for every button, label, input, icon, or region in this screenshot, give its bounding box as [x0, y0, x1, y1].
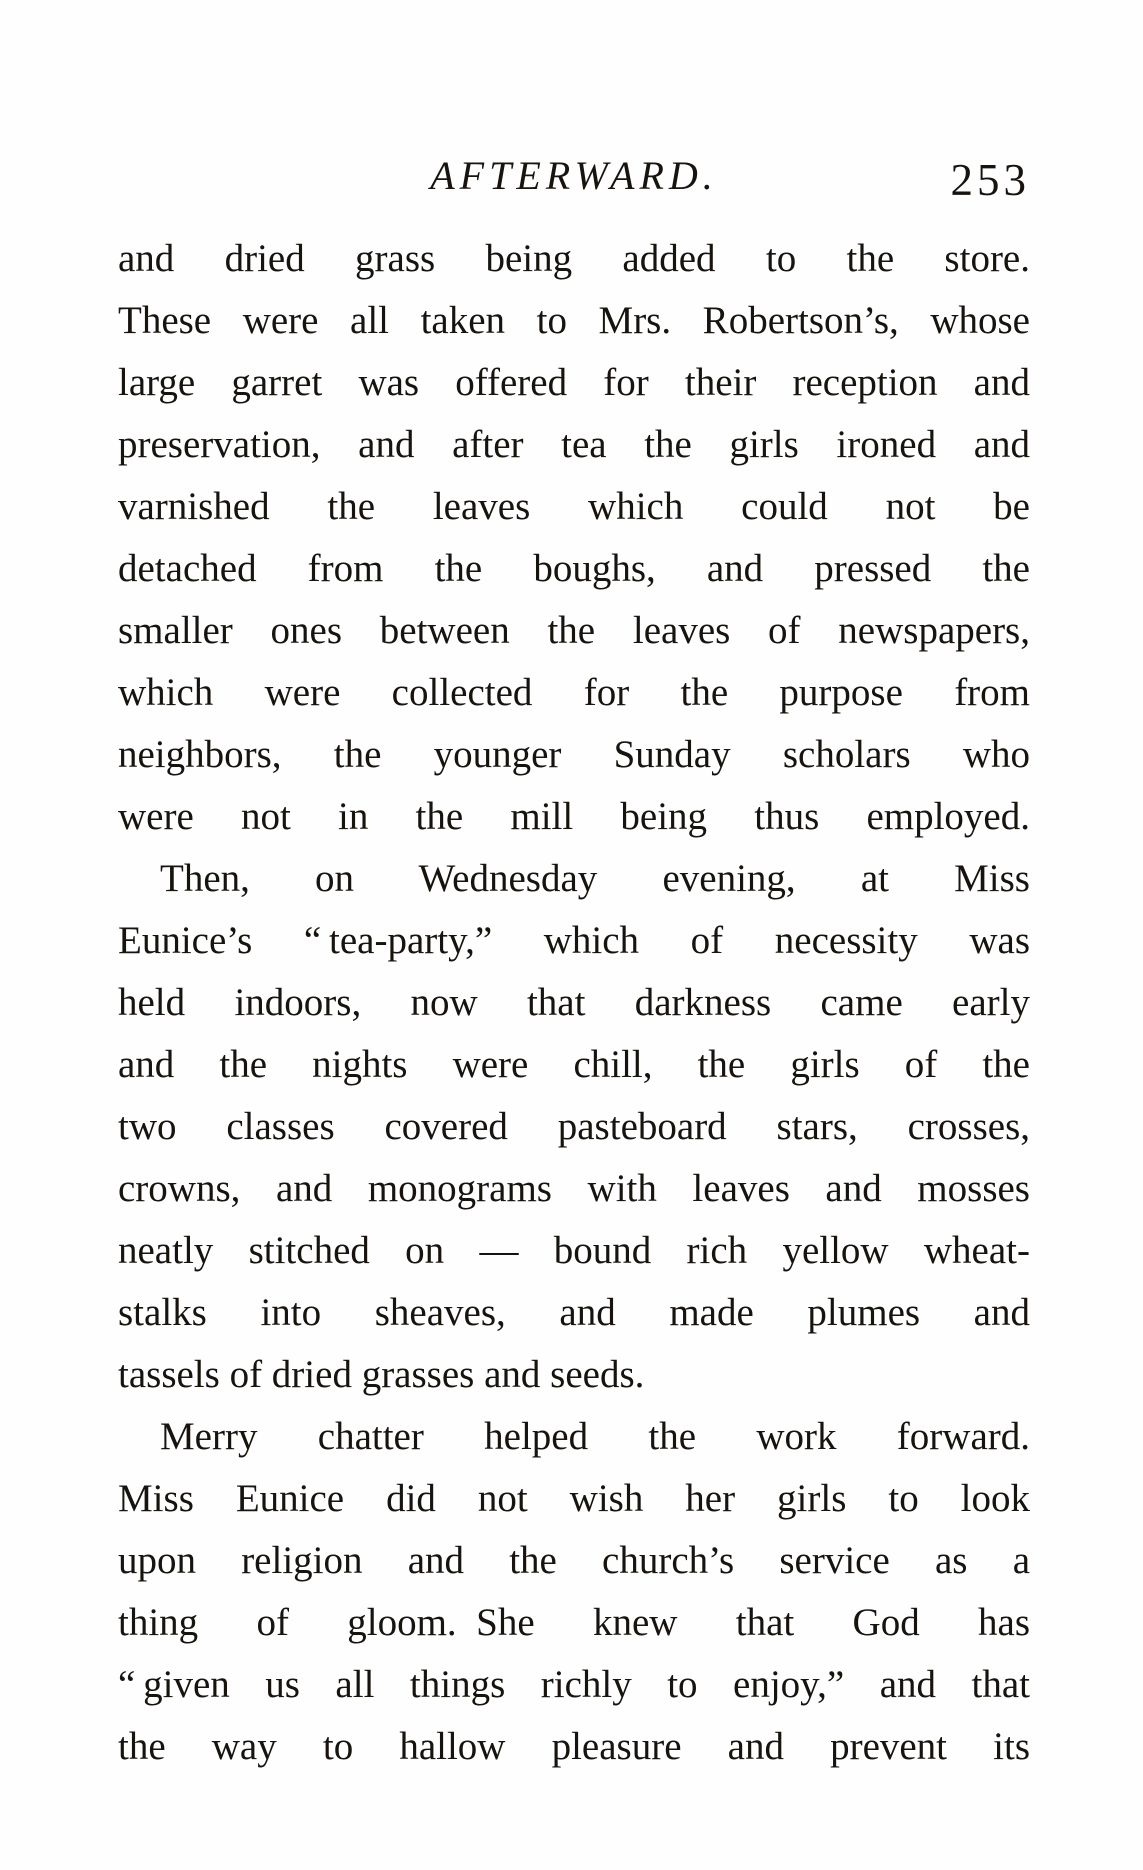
text-line: Merry chatter helped the work forward. [160, 1415, 1030, 1458]
text-line: Miss Eunice did not wish her girls to look [118, 1477, 1030, 1520]
text-line: Then, on Wednesday evening, at Miss [160, 857, 1030, 900]
text-line: which were collected for the purpose from [118, 671, 1030, 714]
text-line: large garret was offered for their reception and [118, 361, 1030, 404]
text-line: These were all taken to Mrs. Robertson’s, whose [118, 299, 1030, 342]
text-line: neatly stitched on — bound rich yellow wheat- [118, 1229, 1030, 1272]
text-line: were not in the mill being thus employed. [118, 795, 1030, 838]
text-line: smaller ones between the leaves of newspapers, [118, 609, 1030, 652]
page-number: 253 [950, 155, 1030, 205]
text-line: upon religion and the church’s service as a [118, 1539, 1030, 1582]
body-text [118, 228, 1030, 1778]
running-title: AFTERWARD. [430, 153, 718, 198]
text-line: neighbors, the younger Sunday scholars who [118, 733, 1030, 776]
text-line: “ given us all things richly to enjoy,” and that [118, 1663, 1030, 1706]
text-line: stalks into sheaves, and made plumes and [118, 1291, 1030, 1334]
text-line: and the nights were chill, the girls of the [118, 1043, 1030, 1086]
text-line: thing of gloom. She knew that God has [118, 1601, 1030, 1644]
text-line: preservation, and after tea the girls ironed and [118, 423, 1030, 466]
text-line: two classes covered pasteboard stars, crosses, [118, 1105, 1030, 1148]
text-line: crowns, and monograms with leaves and mosses [118, 1167, 1030, 1210]
text-line: tassels of dried grasses and seeds. [118, 1353, 645, 1396]
text-line: varnished the leaves which could not be [118, 485, 1030, 528]
text-line: and dried grass being added to the store. [118, 237, 1030, 280]
text-line: the way to hallow pleasure and prevent its [118, 1725, 1030, 1768]
text-line: held indoors, now that darkness came early [118, 981, 1030, 1024]
page-header [118, 148, 1030, 218]
text-line: detached from the boughs, and pressed the [118, 547, 1030, 590]
text-line: Eunice’s “ tea-party,” which of necessity was [118, 919, 1030, 962]
